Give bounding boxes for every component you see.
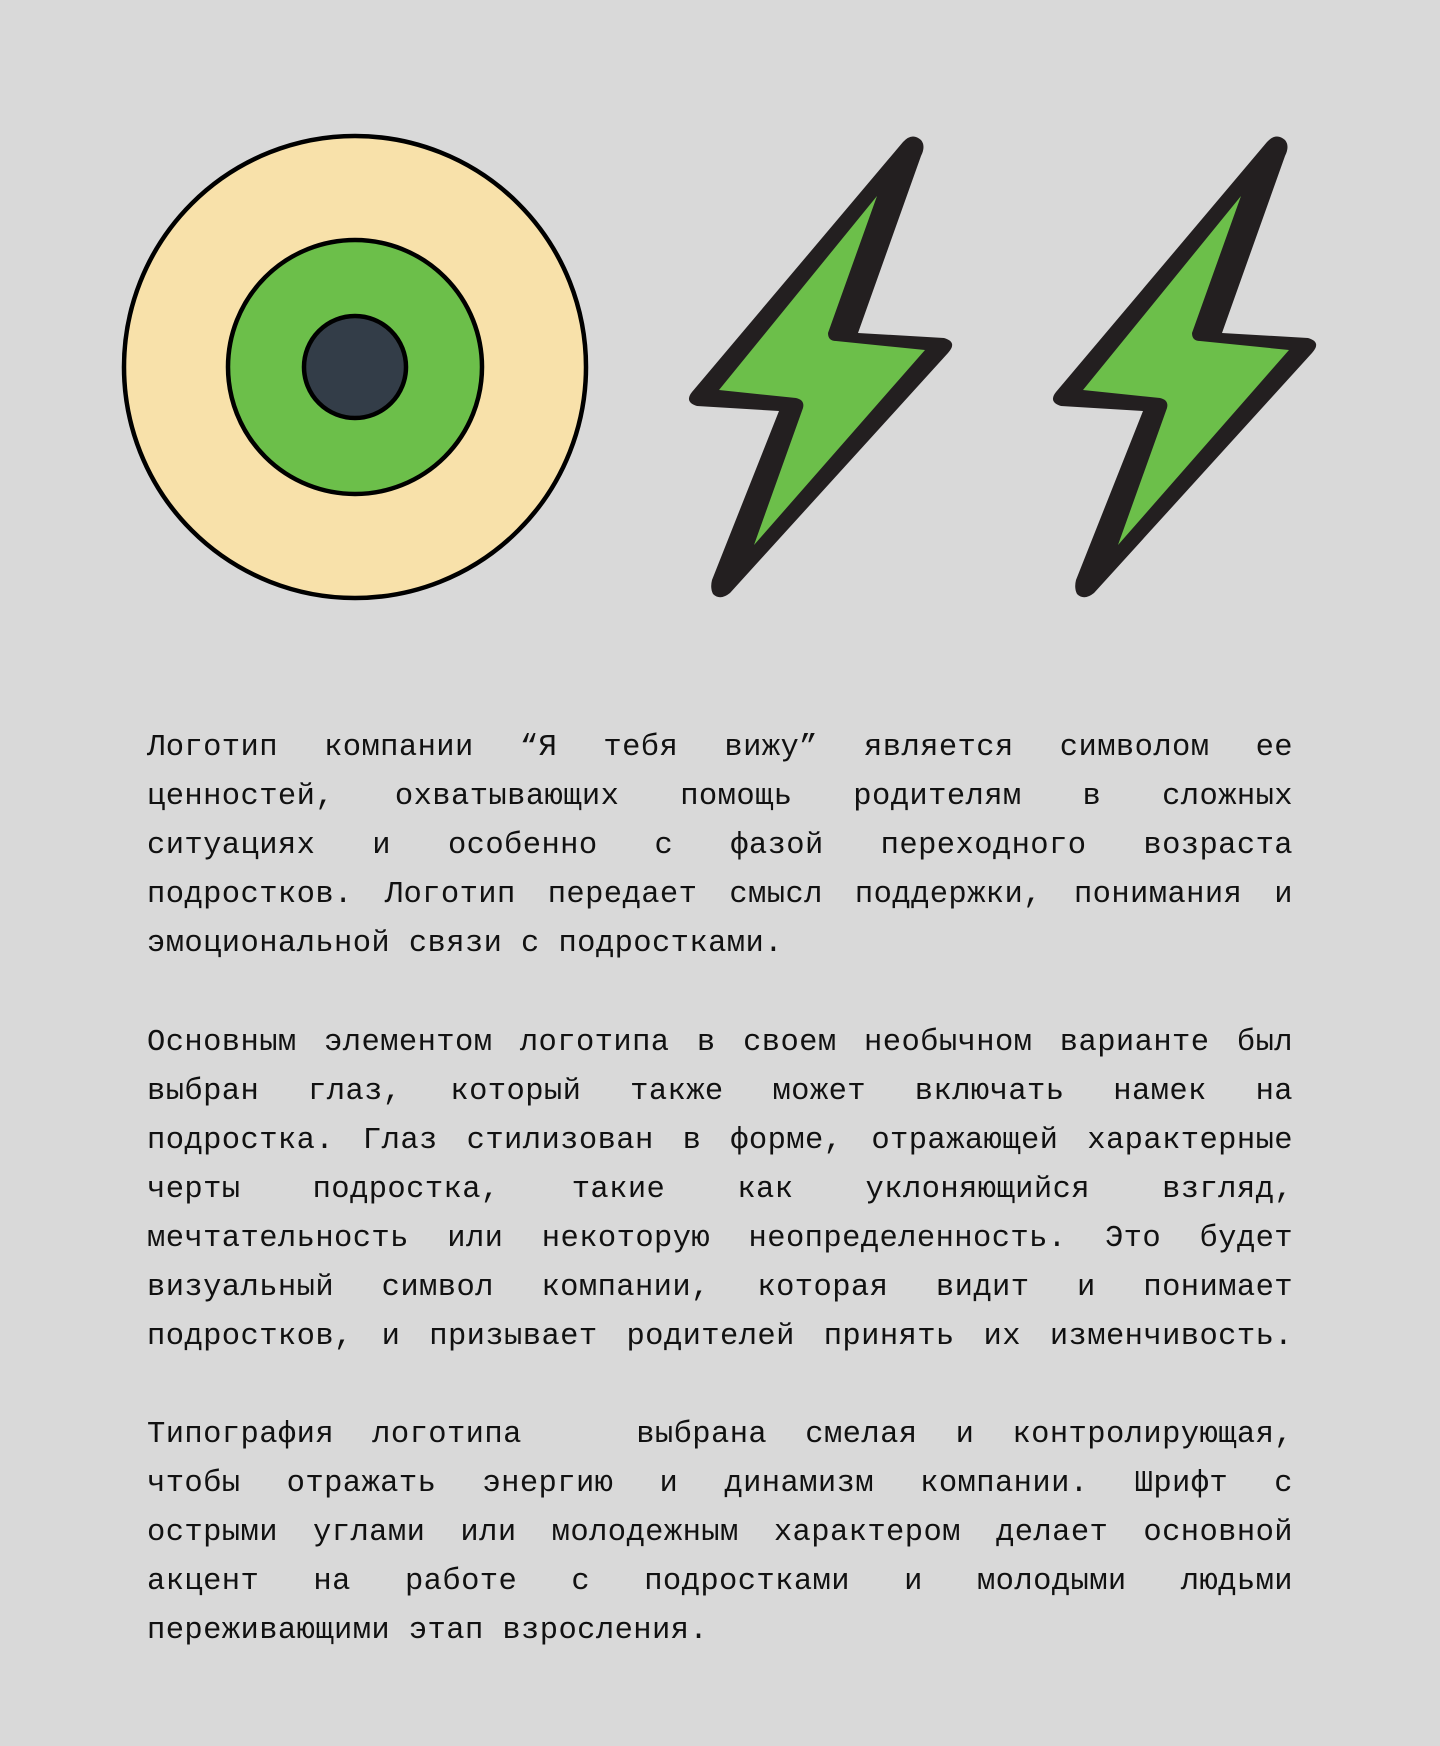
text-line: акцент на работе с подростками и молодыми людьми [147,1565,1293,1599]
text-line: Логотип компании “Я тебя вижу” является символом ее [147,731,1293,765]
eye-icon [124,136,586,598]
lightning-bolt-icon [1053,136,1316,597]
text-line: ситуациях и особенно с фазой переходного возраста [147,829,1293,863]
text-line: чтобы отражать энергию и динамизм компании. Шрифт с [147,1467,1293,1501]
text-line: эмоциональной связи с подростками. [147,927,783,961]
text-line: визуальный символ компании, которая видит и понимает [147,1271,1293,1305]
text-line: подростков. Логотип передает смысл поддержки, понимания и [147,878,1293,912]
text-line: черты подростка, такие как уклоняющийся взгляд, [147,1173,1293,1207]
paragraph-logo-meaning [147,724,1293,969]
text-line: выбран глаз, который также может включать намек на [147,1075,1293,1109]
paragraph-typography [147,1411,1293,1656]
text-line: подростка. Глаз стилизован в форме, отражающей характерные [147,1124,1293,1158]
logo-artwork [0,0,1440,640]
text-line: подростков, и призывает родителей принять их изменчивость. [147,1320,1293,1354]
text-line: острыми углами или молодежным характером делает основной [147,1516,1293,1550]
eye-pupil-circle [304,316,406,418]
text-line: переживающими этап взросления. [147,1614,709,1648]
text-line: Типография логотипа выбрана смелая и контролирующая, [147,1418,1293,1452]
text-line: мечтательность или некоторую неопределенность. Это будет [147,1222,1293,1256]
paragraph-eye-element [147,1019,1293,1362]
text-line: Основным элементом логотипа в своем необычном варианте был [147,1026,1293,1060]
text-line: ценностей, охватывающих помощь родителям в сложных [147,780,1293,814]
lightning-bolt-icon [689,136,952,597]
